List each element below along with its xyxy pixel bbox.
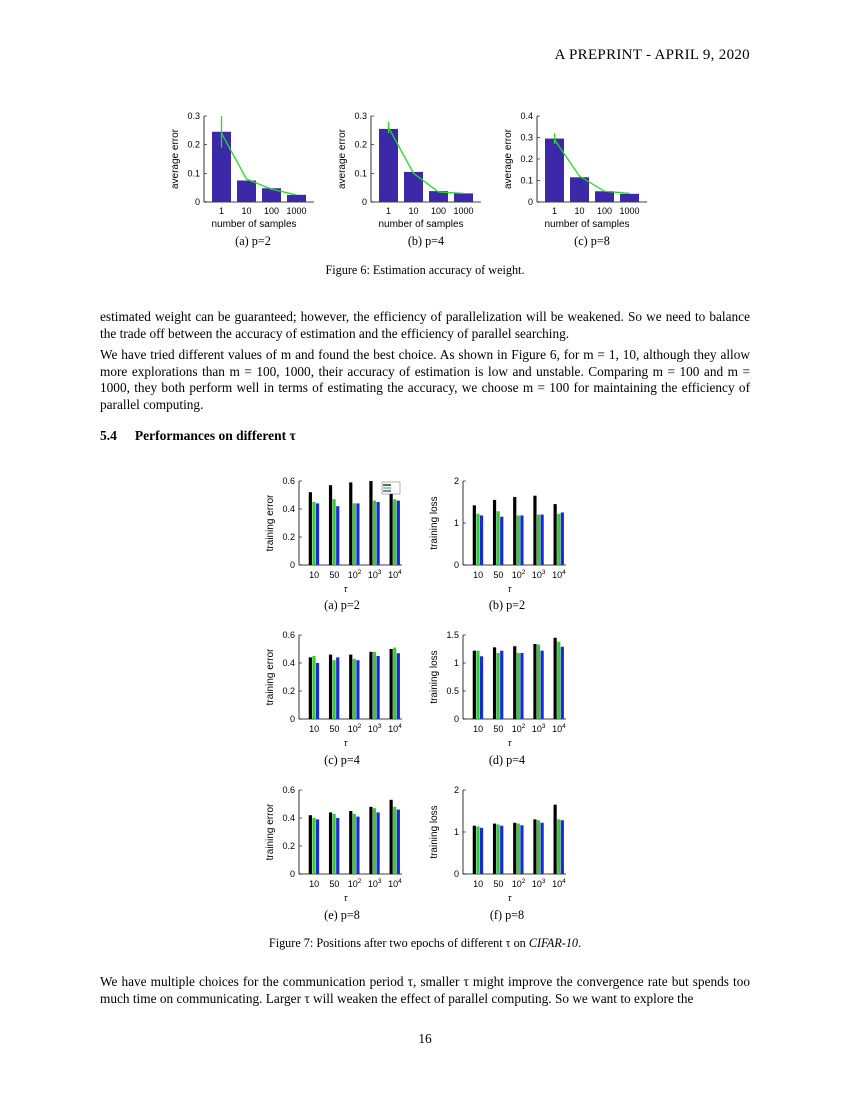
fig7-chart-0 bbox=[265, 476, 402, 594]
x-axis-label-f74: τ bbox=[343, 893, 348, 903]
fig6-bar-2-3 bbox=[620, 194, 639, 202]
y-tick-label-f75-1: 1 bbox=[453, 827, 459, 837]
fig7-bar-2-4-1 bbox=[393, 648, 396, 719]
fig7-bar-5-1-2 bbox=[500, 826, 503, 874]
fig7-legend bbox=[382, 482, 400, 494]
fig7-bar-1-2-0 bbox=[513, 497, 516, 565]
y-tick-label-f70-3: 0.6 bbox=[282, 476, 295, 486]
x-tick-label-f61-3: 1000 bbox=[453, 206, 474, 216]
fig7-bar-5-2-0 bbox=[513, 823, 516, 874]
fig7-bar-1-3-1 bbox=[537, 515, 540, 565]
x-tick-label-f72-4: $10^4$ bbox=[388, 723, 402, 734]
x-tick-label-f75-2: $10^2$ bbox=[511, 878, 526, 889]
fig7-bar-5-0-0 bbox=[473, 826, 476, 874]
x-tick-label-f72-1: 50 bbox=[329, 724, 340, 734]
y-tick-label-f74-3: 0.6 bbox=[282, 785, 295, 795]
x-axis-label-f62: number of samples bbox=[544, 219, 630, 230]
fig6-chart-0 bbox=[170, 111, 314, 230]
fig7-bar-0-2-0 bbox=[349, 482, 352, 565]
fig7-bar-5-3-0 bbox=[533, 819, 536, 874]
figure-7 bbox=[0, 460, 850, 910]
fig7-bar-5-2-2 bbox=[520, 825, 523, 874]
fig7-bar-5-1-1 bbox=[497, 824, 500, 874]
fig7-bar-1-4-2 bbox=[561, 513, 564, 566]
fig6-fit-line-2 bbox=[555, 140, 630, 194]
fig7-bar-3-2-0 bbox=[513, 646, 516, 719]
fig7-bar-4-0-0 bbox=[309, 815, 312, 874]
y-tick-label-f73-0: 0 bbox=[453, 714, 459, 724]
y-axis-label-f75: training loss bbox=[429, 805, 440, 859]
fig7-bar-0-1-1 bbox=[333, 499, 336, 565]
x-tick-label-f62-1: 10 bbox=[574, 206, 585, 216]
x-tick-label-f62-3: 1000 bbox=[619, 206, 640, 216]
fig7-bar-2-2-0 bbox=[349, 655, 352, 719]
y-tick-label-f71-1: 1 bbox=[453, 518, 459, 528]
x-tick-label-f74-3: $10^3$ bbox=[367, 878, 382, 889]
y-tick-label-f72-3: 0.6 bbox=[282, 630, 295, 640]
section-title: Performances on different τ bbox=[134, 428, 296, 443]
y-tick-label-f62-0: 0 bbox=[527, 197, 533, 207]
y-tick-label-f70-1: 0.2 bbox=[282, 532, 295, 542]
y-tick-label-f62-4: 0.4 bbox=[520, 111, 533, 121]
fig7-bar-2-4-0 bbox=[390, 649, 393, 719]
fig7-bar-5-0-1 bbox=[476, 827, 479, 874]
fig7-bar-4-2-1 bbox=[353, 814, 356, 874]
y-tick-label-f73-3: 1.5 bbox=[446, 630, 459, 640]
x-axis-label-f60: number of samples bbox=[211, 219, 297, 230]
fig7-bar-5-3-1 bbox=[537, 820, 540, 874]
x-tick-label-f61-0: 1 bbox=[385, 206, 392, 216]
fig7-caption-dataset: CIFAR-10 bbox=[528, 936, 579, 950]
section-heading bbox=[100, 428, 296, 444]
fig7-bar-2-1-0 bbox=[329, 655, 332, 719]
fig7-bar-3-3-1 bbox=[537, 645, 540, 719]
fig6-subcaption-c: (c) p=8 bbox=[574, 234, 610, 248]
fig7-bar-5-4-2 bbox=[561, 820, 564, 874]
fig7-caption-suffix: . bbox=[578, 936, 582, 950]
y-tick-label-f74-2: 0.4 bbox=[282, 813, 295, 823]
y-tick-label-f74-0: 0 bbox=[289, 869, 295, 879]
fig6-bar-2-0 bbox=[545, 139, 564, 202]
x-tick-label-f74-1: 50 bbox=[329, 879, 340, 889]
fig7-bar-2-3-2 bbox=[377, 656, 380, 719]
y-tick-label-f60-3: 0.3 bbox=[187, 111, 200, 121]
fig6-subcaption-b: (b) p=4 bbox=[407, 234, 445, 248]
fig7-bar-2-4-2 bbox=[397, 653, 400, 719]
y-axis-label-f74: training error bbox=[265, 803, 276, 861]
y-tick-label-f72-0: 0 bbox=[289, 714, 295, 724]
paragraph-3: We have multiple choices for the communication period τ, smaller τ might improve the convergence rate but spends too much time on communicating. Larger τ will weaken the effect of parallel computing. So we want to explore the bbox=[100, 974, 750, 1006]
fig7-bar-3-1-1 bbox=[497, 653, 500, 719]
x-tick-label-f70-1: 50 bbox=[329, 570, 340, 580]
fig7-bar-2-2-2 bbox=[356, 660, 359, 719]
fig7-bar-4-2-0 bbox=[349, 811, 352, 874]
y-axis-label-f72: training error bbox=[265, 648, 276, 706]
fig7-bar-3-2-2 bbox=[520, 653, 523, 719]
y-tick-label-f70-2: 0.4 bbox=[282, 504, 295, 514]
fig7-bar-2-2-1 bbox=[353, 659, 356, 719]
fig7-bar-4-3-0 bbox=[369, 807, 372, 874]
fig7-chart-2 bbox=[265, 630, 402, 748]
fig7-bar-3-0-2 bbox=[480, 656, 483, 719]
fig7-bar-0-4-2 bbox=[397, 501, 400, 565]
fig7-bar-0-3-2 bbox=[377, 502, 380, 565]
fig7-bar-1-4-0 bbox=[554, 504, 557, 565]
x-tick-label-f71-4: $10^4$ bbox=[552, 569, 566, 580]
y-tick-label-f72-2: 0.4 bbox=[282, 658, 295, 668]
x-tick-label-f75-3: $10^3$ bbox=[531, 878, 546, 889]
x-tick-label-f70-0: 10 bbox=[309, 570, 320, 580]
x-tick-label-f61-1: 10 bbox=[408, 206, 419, 216]
fig7-bar-4-4-2 bbox=[397, 810, 400, 874]
y-tick-label-f60-1: 0.1 bbox=[187, 168, 200, 179]
x-tick-label-f71-2: $10^2$ bbox=[511, 569, 526, 580]
x-tick-label-f70-2: $10^2$ bbox=[347, 569, 362, 580]
running-header: A PREPRINT - APRIL 9, 2020 bbox=[554, 47, 750, 63]
x-tick-label-f75-0: 10 bbox=[473, 879, 484, 889]
fig7-bar-4-4-1 bbox=[393, 807, 396, 874]
x-tick-label-f70-4: $10^4$ bbox=[388, 569, 402, 580]
x-axis-label-f71: τ bbox=[507, 584, 512, 594]
fig7-chart-1 bbox=[429, 476, 566, 594]
fig7-bar-4-1-2 bbox=[336, 818, 339, 874]
y-tick-label-f73-1: 0.5 bbox=[446, 686, 459, 696]
y-tick-label-f60-0: 0 bbox=[194, 197, 200, 207]
fig7-bar-3-4-0 bbox=[554, 638, 557, 719]
fig7-chart-4 bbox=[265, 785, 402, 903]
x-axis-label-f61: number of samples bbox=[378, 219, 464, 230]
x-tick-label-f72-0: 10 bbox=[309, 724, 320, 734]
x-axis-label-f70: τ bbox=[343, 584, 348, 594]
fig7-bar-4-2-2 bbox=[356, 817, 359, 874]
fig6-chart-2 bbox=[503, 111, 647, 230]
fig7-bar-0-1-2 bbox=[336, 506, 339, 565]
x-tick-label-f61-2: 100 bbox=[430, 206, 447, 216]
y-tick-label-f75-0: 0 bbox=[453, 869, 459, 879]
y-tick-label-f62-1: 0.1 bbox=[520, 175, 533, 186]
x-tick-label-f74-0: 10 bbox=[309, 879, 320, 889]
fig7-bar-5-4-1 bbox=[557, 819, 560, 874]
fig7-chart-5 bbox=[429, 785, 566, 903]
fig6-fit-line-0 bbox=[222, 133, 297, 195]
fig7-bar-2-0-0 bbox=[309, 657, 312, 719]
y-tick-label-f61-2: 0.2 bbox=[354, 139, 367, 150]
fig7-bar-0-2-1 bbox=[353, 503, 356, 565]
y-tick-label-f61-3: 0.3 bbox=[354, 111, 367, 121]
fig7-bar-0-3-1 bbox=[373, 501, 376, 565]
fig7-subcaption-e: (e) p=8 bbox=[324, 908, 360, 922]
fig7-subcaption-a: (a) p=2 bbox=[324, 598, 360, 612]
fig7-caption bbox=[0, 936, 850, 951]
y-axis-label-f60: average error bbox=[170, 128, 181, 190]
y-axis-label-f73: training loss bbox=[429, 650, 440, 704]
fig7-bar-4-3-1 bbox=[373, 808, 376, 874]
x-tick-label-f72-2: $10^2$ bbox=[347, 723, 362, 734]
fig7-bar-1-1-0 bbox=[493, 500, 496, 565]
fig7-bar-1-0-1 bbox=[476, 514, 479, 565]
page-number: 16 bbox=[418, 1031, 432, 1046]
y-axis-label-f70: training error bbox=[265, 494, 276, 552]
fig7-bar-3-3-0 bbox=[533, 644, 536, 719]
fig6-fit-line-1 bbox=[389, 127, 464, 193]
fig7-bar-5-4-0 bbox=[554, 805, 557, 874]
y-tick-label-f70-0: 0 bbox=[289, 560, 295, 570]
fig7-bar-2-3-1 bbox=[373, 652, 376, 719]
fig7-bar-4-4-0 bbox=[390, 800, 393, 874]
fig7-bar-5-1-0 bbox=[493, 824, 496, 874]
fig7-bar-4-0-2 bbox=[316, 819, 319, 874]
fig7-subcaption-d: (d) p=4 bbox=[488, 753, 526, 767]
fig7-bar-2-0-2 bbox=[316, 663, 319, 719]
fig7-bar-0-4-1 bbox=[393, 499, 396, 565]
y-tick-label-f75-2: 2 bbox=[453, 785, 459, 795]
fig7-bar-3-2-1 bbox=[517, 653, 520, 719]
y-tick-label-f71-0: 0 bbox=[453, 560, 459, 570]
fig7-bar-3-1-2 bbox=[500, 651, 503, 719]
fig7-chart-3 bbox=[429, 630, 566, 748]
fig6-bar-1-1 bbox=[404, 172, 423, 202]
y-tick-label-f61-1: 0.1 bbox=[354, 168, 367, 179]
fig7-subcaption-c: (c) p=4 bbox=[324, 753, 360, 767]
fig7-bar-1-3-2 bbox=[541, 515, 544, 565]
fig7-caption-prefix: Figure 7: Positions after two epochs of different τ on bbox=[268, 936, 529, 950]
x-tick-label-f75-4: $10^4$ bbox=[552, 878, 566, 889]
x-tick-label-f71-1: 50 bbox=[493, 570, 504, 580]
y-tick-label-f61-0: 0 bbox=[361, 197, 367, 207]
x-tick-label-f60-0: 1 bbox=[218, 206, 225, 216]
fig6-bar-0-1 bbox=[237, 181, 256, 203]
paragraph-1: estimated weight can be guaranteed; however, the efficiency of parallelization will be weakened. So we need to balance the trade off between the accuracy of estimation and the efficiency of parallel searching. bbox=[100, 309, 750, 341]
section-number: 5.4 bbox=[100, 428, 117, 443]
fig7-bar-2-1-2 bbox=[336, 657, 339, 719]
fig7-bar-0-1-0 bbox=[329, 485, 332, 565]
x-axis-label-f75: τ bbox=[507, 893, 512, 903]
fig7-bar-0-3-0 bbox=[369, 481, 372, 565]
fig7-bar-1-2-2 bbox=[520, 515, 523, 565]
figure-6 bbox=[0, 0, 850, 270]
x-tick-label-f62-0: 1 bbox=[551, 206, 558, 216]
fig7-bar-1-0-0 bbox=[473, 505, 476, 565]
y-tick-label-f71-2: 2 bbox=[453, 476, 459, 486]
x-tick-label-f60-3: 1000 bbox=[286, 206, 307, 216]
x-tick-label-f62-2: 100 bbox=[596, 206, 613, 216]
x-tick-label-f71-3: $10^3$ bbox=[531, 569, 546, 580]
y-tick-label-f73-2: 1 bbox=[453, 658, 459, 668]
x-tick-label-f73-3: $10^3$ bbox=[531, 723, 546, 734]
fig6-bar-2-1 bbox=[570, 177, 589, 202]
fig7-bar-5-0-2 bbox=[480, 828, 483, 874]
x-axis-label-f73: τ bbox=[507, 738, 512, 748]
fig7-bar-4-0-1 bbox=[312, 818, 315, 874]
fig7-bar-5-2-1 bbox=[517, 824, 520, 874]
fig7-bar-2-0-1 bbox=[312, 656, 315, 719]
fig6-subcaption-a: (a) p=2 bbox=[235, 234, 271, 248]
x-tick-label-f73-1: 50 bbox=[493, 724, 504, 734]
fig7-bar-1-1-1 bbox=[497, 511, 500, 565]
y-axis-label-f71: training loss bbox=[429, 496, 440, 550]
fig6-caption: Figure 6: Estimation accuracy of weight. bbox=[325, 263, 525, 277]
fig7-bar-4-1-1 bbox=[333, 814, 336, 874]
y-tick-label-f62-3: 0.3 bbox=[520, 132, 533, 143]
fig7-bar-0-0-0 bbox=[309, 492, 312, 565]
x-tick-label-f75-1: 50 bbox=[493, 879, 504, 889]
x-tick-label-f74-2: $10^2$ bbox=[347, 878, 362, 889]
fig7-bar-0-4-0 bbox=[390, 488, 393, 565]
fig6-bar-0-3 bbox=[287, 195, 306, 202]
fig7-bar-4-1-0 bbox=[329, 812, 332, 874]
fig7-bar-5-3-2 bbox=[541, 823, 544, 874]
fig6-bar-2-2 bbox=[595, 191, 614, 202]
y-tick-label-f74-1: 0.2 bbox=[282, 841, 295, 851]
fig7-bar-4-3-2 bbox=[377, 812, 380, 874]
x-tick-label-f70-3: $10^3$ bbox=[367, 569, 382, 580]
x-tick-label-f60-1: 10 bbox=[241, 206, 252, 216]
fig7-bar-3-0-0 bbox=[473, 651, 476, 719]
fig7-bar-1-3-0 bbox=[533, 496, 536, 565]
fig7-bar-1-1-2 bbox=[500, 517, 503, 565]
fig6-chart-1 bbox=[337, 111, 481, 230]
fig7-subcaption-f: (f) p=8 bbox=[489, 908, 525, 922]
x-axis-label-f72: τ bbox=[343, 738, 348, 748]
fig7-bar-3-1-0 bbox=[493, 647, 496, 719]
fig7-bar-1-4-1 bbox=[557, 514, 560, 565]
y-axis-label-f62: average error bbox=[503, 128, 514, 190]
x-tick-label-f74-4: $10^4$ bbox=[388, 878, 402, 889]
fig7-bar-3-3-2 bbox=[541, 651, 544, 719]
x-tick-label-f73-4: $10^4$ bbox=[552, 723, 566, 734]
y-tick-label-f62-2: 0.2 bbox=[520, 154, 533, 164]
y-tick-label-f60-2: 0.2 bbox=[187, 139, 200, 150]
x-tick-label-f60-2: 100 bbox=[263, 206, 280, 216]
fig7-bar-0-0-2 bbox=[316, 503, 319, 565]
fig7-bar-0-2-2 bbox=[356, 503, 359, 565]
x-tick-label-f73-2: $10^2$ bbox=[511, 723, 526, 734]
fig7-bar-3-4-1 bbox=[557, 642, 560, 719]
fig7-bar-1-2-1 bbox=[517, 515, 520, 565]
fig7-subcaption-b: (b) p=2 bbox=[488, 598, 526, 612]
paragraph-2: We have tried different values of m and found the best choice. As shown in Figure 6, for m = 1, 10, although they allow more explorations than m = 100, 1000, their accuracy of estimation is low and unstable. Comparing m = 100 and m = 1000, they both perform well in terms of estimating the accuracy, we choose m = 100 for maintaining the efficiency of parallel computing. bbox=[100, 347, 750, 412]
fig7-bar-2-1-1 bbox=[333, 660, 336, 719]
fig7-bar-3-4-2 bbox=[561, 647, 564, 719]
y-axis-label-f61: average error bbox=[337, 128, 348, 190]
fig7-bar-2-3-0 bbox=[369, 652, 372, 719]
fig7-bar-0-0-1 bbox=[312, 502, 315, 565]
x-tick-label-f73-0: 10 bbox=[473, 724, 484, 734]
x-tick-label-f71-0: 10 bbox=[473, 570, 484, 580]
fig6-bar-1-3 bbox=[454, 193, 473, 202]
y-tick-label-f72-1: 0.2 bbox=[282, 686, 295, 696]
x-tick-label-f72-3: $10^3$ bbox=[367, 723, 382, 734]
fig7-bar-3-0-1 bbox=[476, 651, 479, 719]
fig7-bar-1-0-2 bbox=[480, 515, 483, 565]
